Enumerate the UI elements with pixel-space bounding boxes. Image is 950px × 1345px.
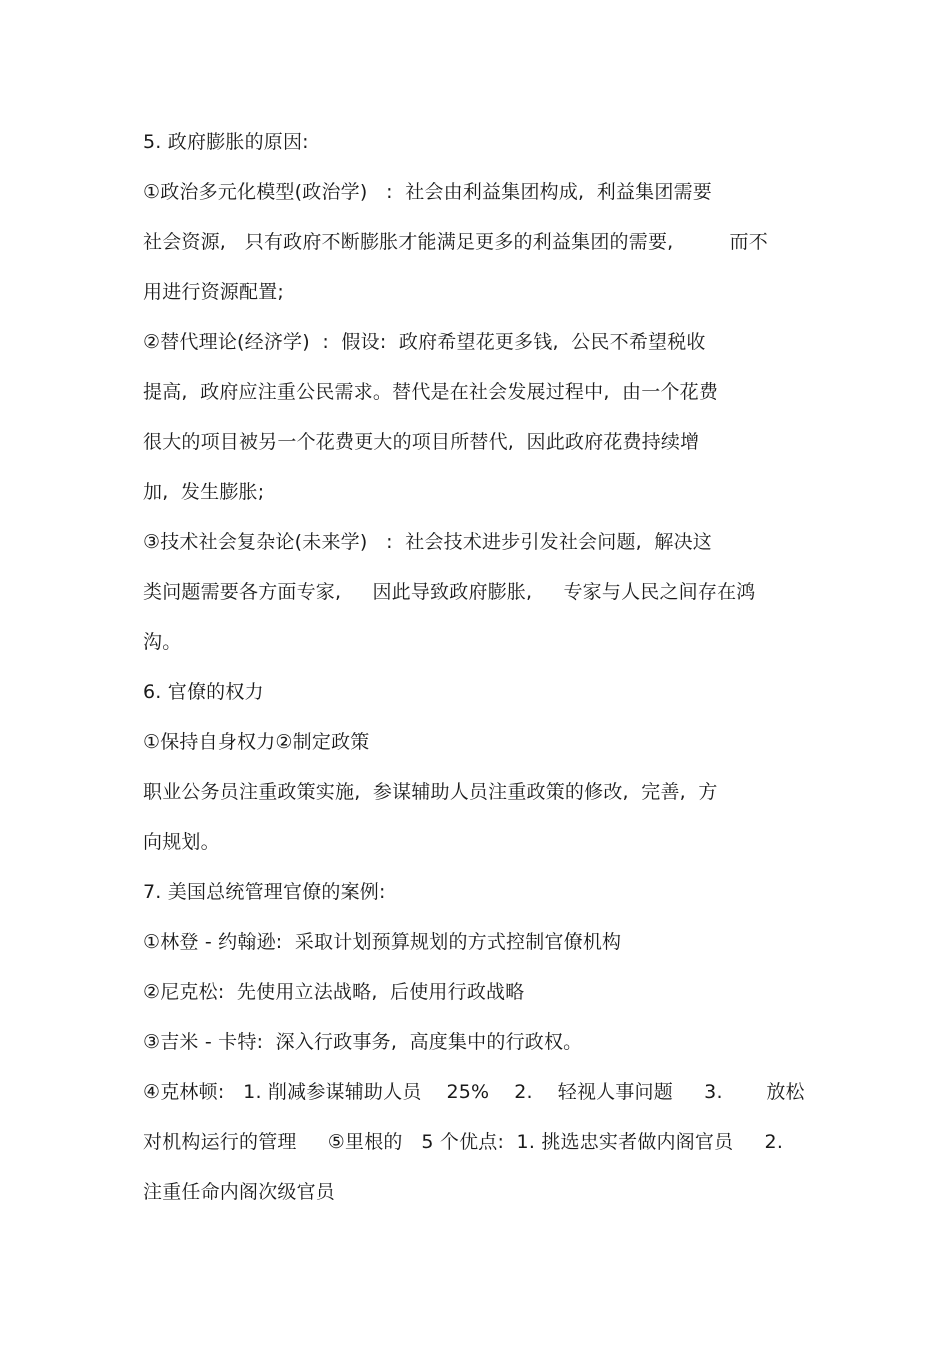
text-line: ③技术社会复杂论(未来学) : 社会技术进步引发社会问题, 解决这 — [143, 531, 712, 553]
text-line: 7. 美国总统管理官僚的案例: — [143, 881, 386, 903]
text-line: 5. 政府膨胀的原因: — [143, 131, 309, 153]
text-line: 沟。 — [143, 631, 182, 653]
text-line: 对机构运行的管理 ⑤里根的 5 个优点: 1. 挑选忠实者做内阁官员 2. — [143, 1131, 784, 1153]
text-line: ③吉米 - 卡特: 深入行政事务, 高度集中的行政权。 — [143, 1031, 583, 1053]
text-line: ②尼克松: 先使用立法战略, 后使用行政战略 — [143, 981, 525, 1003]
text-line: ①保持自身权力②制定政策 — [143, 731, 370, 753]
text-line: 很大的项目被另一个花费更大的项目所替代, 因此政府花费持续增 — [143, 431, 700, 453]
text-line: 6. 官僚的权力 — [143, 681, 264, 703]
text-line: 向规划。 — [143, 831, 220, 853]
text-line: ①政治多元化模型(政治学) : 社会由利益集团构成, 利益集团需要 — [143, 181, 712, 203]
text-line: ①林登 - 约翰逊: 采取计划预算规划的方式控制官僚机构 — [143, 931, 622, 953]
text-line: 加, 发生膨胀; — [143, 481, 265, 503]
text-line: 提高, 政府应注重公民需求。替代是在社会发展过程中, 由一个花费 — [143, 381, 719, 403]
text-line: 社会资源, 只有政府不断膨胀才能满足更多的利益集团的需要, 而不 — [143, 231, 768, 253]
text-line: 注重任命内阁次级官员 — [143, 1181, 336, 1203]
text-line: ②替代理论(经济学) : 假设: 政府希望花更多钱, 公民不希望税收 — [143, 331, 706, 353]
text-line: 职业公务员注重政策实施, 参谋辅助人员注重政策的修改, 完善, 方 — [143, 781, 718, 803]
text-line: 类问题需要各方面专家, 因此导致政府膨胀, 专家与人民之间存在鸿 — [143, 581, 756, 603]
text-line: 用进行资源配置; — [143, 281, 285, 303]
text-line: ④克林顿: 1. 削减参谋辅助人员 25% 2. 轻视人事问题 3. 放松 — [143, 1081, 805, 1103]
